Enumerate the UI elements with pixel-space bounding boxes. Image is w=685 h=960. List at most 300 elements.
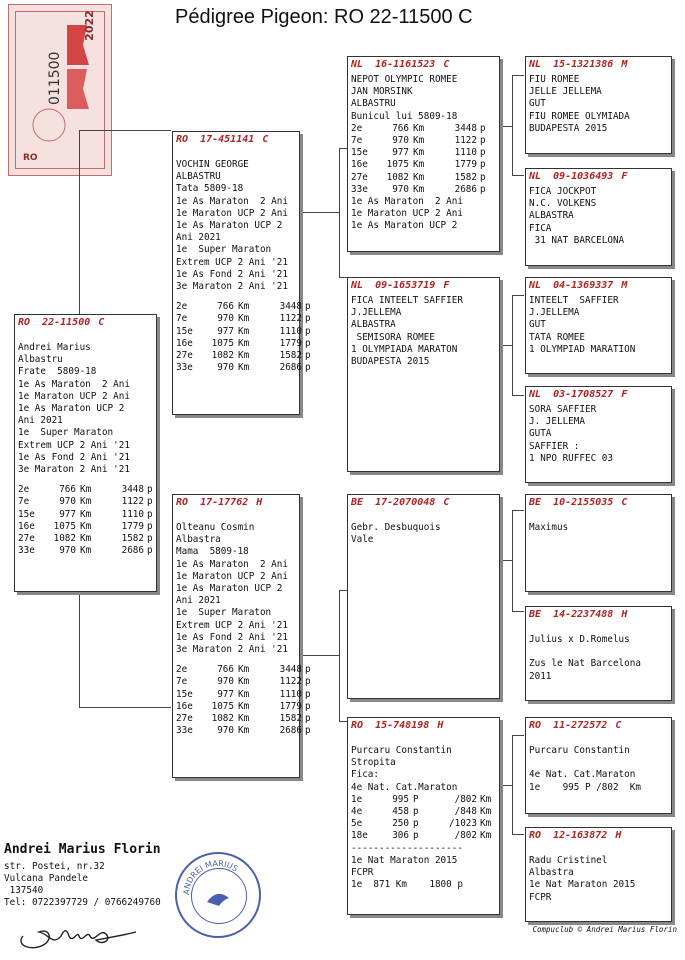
performance-cell: Km [413, 171, 425, 183]
performance-row [176, 676, 311, 688]
performance-cell: 766 [217, 301, 234, 313]
performance-cell: 1110 [121, 508, 144, 520]
performance-cell: /802 [454, 830, 477, 842]
detail-line: 1e Maraton UCP 2 Ani [176, 570, 288, 582]
sire-card [172, 131, 311, 415]
detail-line: 1e As Maraton UCP 2 [176, 220, 283, 232]
detail-line: BUDAPESTA 2015 [351, 356, 430, 368]
performance-cell: 2e [176, 664, 188, 676]
detail-line: 1e As Maraton UCP 2 [18, 403, 125, 415]
performance-cell: 16e [176, 700, 193, 712]
detail-line: FICA INTEELT SAFFIER [351, 295, 463, 306]
performance-row [351, 806, 496, 818]
performance-cell: 2e [351, 122, 363, 134]
performance-cell: 977 [217, 688, 234, 700]
performance-cell: Km [480, 793, 492, 805]
performance-cell: p [480, 183, 486, 195]
ring-number: NL 04-1369337 M [529, 280, 628, 291]
pigeon-details [529, 855, 668, 904]
performance-cell: 970 [217, 725, 234, 737]
detail-line: 1 OLYMPIAD MARATION [529, 343, 636, 355]
performance-cell: 27e [351, 171, 368, 183]
ssd-card [525, 168, 672, 266]
performance-cell: 970 [217, 362, 234, 374]
detail-line: JELLE JELLEMA [529, 86, 602, 98]
performance-cell: Km [238, 676, 250, 688]
detail-line: 3e Maraton 2 Ani '21 [18, 464, 130, 476]
detail-line: GUT [529, 319, 546, 331]
performance-row [176, 301, 311, 313]
performance-cell: /802 [454, 793, 477, 805]
performance-cell: p [480, 135, 486, 147]
performance-cell: 3448 [121, 484, 144, 496]
performance-cell: Km [413, 122, 425, 134]
performance-cell: p [305, 350, 311, 362]
performance-cell: 1779 [279, 700, 302, 712]
detail-line: Julius x D.Romelus [529, 634, 630, 645]
performance-cell: p [305, 676, 311, 688]
dam-dam-card [347, 717, 500, 915]
performance-cell: Km [480, 806, 492, 818]
pigeon-achievements [351, 196, 496, 233]
performance-cell: 766 [217, 664, 234, 676]
performance-cell: p [305, 713, 311, 725]
detail-line: SORA SAFFIER [529, 404, 597, 415]
ring-number: NL 16-1161523 C [351, 59, 450, 70]
performance-cell: 1075 [211, 700, 234, 712]
performance-row [351, 184, 496, 196]
sss-card [525, 56, 672, 154]
performance-cell: Km [80, 520, 92, 532]
performance-cell: 5e [351, 818, 363, 830]
ring-number: RO 22-11500 C [18, 317, 105, 328]
performance-cell: 995 [392, 793, 409, 805]
performance-cell: 1075 [211, 337, 234, 349]
performance-cell: Km [480, 830, 492, 842]
detail-line: Olteanu Cosmin [176, 522, 255, 533]
performance-cell: 970 [59, 496, 76, 508]
performance-cell: Km [413, 147, 425, 159]
performance-cell: p [147, 484, 153, 496]
performance-cell: 970 [217, 676, 234, 688]
detail-line: FICA [529, 222, 552, 234]
detail-line: FCPR [529, 891, 552, 903]
performance-cell: 1582 [121, 533, 144, 545]
performance-cell: 1122 [279, 313, 302, 325]
performance-cell: p [305, 313, 311, 325]
detail-line: 1e As Fond 2 Ani '21 [176, 268, 288, 280]
detail-line: 1e As Maraton 2 Ani [18, 378, 130, 390]
ring-number: BE 17-2070048 C [351, 497, 450, 508]
performance-row [351, 123, 496, 135]
performance-table [176, 664, 311, 737]
ring-number: RO 17-17762 H [176, 497, 263, 508]
performance-cell: Km [238, 713, 250, 725]
performance-cell: 2e [18, 484, 30, 496]
detail-line: Extrem UCP 2 Ani '21 [176, 619, 288, 631]
performance-cell: Km [238, 313, 250, 325]
performance-row [18, 496, 153, 508]
performance-cell: Km [238, 664, 250, 676]
performance-cell: 1779 [279, 337, 302, 349]
detail-line: Albastru [18, 354, 63, 366]
performance-cell: Km [80, 508, 92, 520]
performance-cell: 2e [176, 301, 188, 313]
performance-cell: 2686 [279, 362, 302, 374]
detail-line: Mama 5809-18 [176, 546, 249, 558]
performance-cell: Km [238, 325, 250, 337]
performance-cell: p [480, 159, 486, 171]
detail-line: Tel: 0722397729 / 0766249760 [4, 897, 161, 908]
detail-line: VOCHIN GEORGE [176, 159, 249, 170]
performance-table [351, 123, 496, 196]
detail-line: Stropita [351, 757, 396, 769]
performance-cell: 1082 [211, 713, 234, 725]
performance-row [176, 725, 311, 737]
performance-cell: Km [238, 337, 250, 349]
detail-line: Gebr. Desbuquois [351, 522, 441, 533]
performance-row [176, 337, 311, 350]
performance-cell: 16e [176, 337, 193, 349]
performance-cell: p [305, 362, 311, 374]
performance-cell: 458 [392, 806, 409, 818]
performance-cell: 1122 [121, 496, 144, 508]
performance-cell: Km [80, 545, 92, 557]
detail-line [529, 646, 668, 658]
detail-line: Extrem UCP 2 Ani '21 [18, 439, 130, 451]
pigeon-achievements [351, 843, 496, 892]
performance-cell: /848 [454, 806, 477, 818]
performance-row [351, 147, 496, 159]
performance-row [18, 521, 153, 533]
performance-cell: Km [238, 301, 250, 313]
performance-cell: Km [413, 183, 425, 195]
pigeon-details [529, 745, 668, 794]
certificate-country: RO [23, 153, 38, 163]
performance-cell: 1075 [53, 520, 76, 532]
performance-cell: Km [80, 484, 92, 496]
detail-line: Albastra [176, 534, 221, 546]
performance-row [18, 533, 153, 545]
sire-sire-card [347, 56, 500, 252]
performance-cell: p [305, 688, 311, 700]
detail-line: Ani 2021 [18, 415, 63, 427]
detail-line: 3e Maraton 2 Ani '21 [176, 281, 288, 293]
detail-line: Vale [351, 534, 374, 546]
performance-cell: p [305, 700, 311, 712]
performance-cell: 977 [217, 325, 234, 337]
detail-line: 1e Maraton UCP 2 Ani [351, 208, 463, 220]
dds-card [525, 717, 672, 814]
ring-number: NL 09-1653719 F [351, 280, 450, 291]
performance-cell: p [305, 325, 311, 337]
performance-cell: Km [238, 725, 250, 737]
performance-cell: 766 [59, 484, 76, 496]
owner-address [4, 861, 161, 909]
performance-row [351, 135, 496, 147]
ring-number: BE 10-2155035 C [529, 497, 628, 508]
detail-line: SEMISORA ROMEE [351, 331, 435, 343]
detail-line: ALBASTRU [176, 171, 221, 183]
pigeon-details [351, 745, 496, 794]
ring-number: NL 03-1708527 F [529, 389, 628, 400]
detail-line: 4e Nat. Cat.Maraton [529, 769, 636, 781]
detail-line: NEPOT OLYMPIC ROMEE [351, 74, 458, 85]
performance-cell: Km [413, 159, 425, 171]
ring-number: NL 09-1036493 F [529, 171, 628, 182]
detail-line: TATA ROMEE [529, 331, 585, 343]
performance-cell: 1582 [279, 713, 302, 725]
performance-row [176, 664, 311, 676]
ring-number: BE 14-2237488 H [529, 609, 628, 620]
performance-cell: p [305, 337, 311, 349]
detail-line: 3e Maraton 2 Ani '21 [176, 644, 288, 656]
performance-cell: 16e [351, 159, 368, 171]
performance-cell: 33e [351, 183, 368, 195]
performance-cell: 18e [351, 830, 368, 842]
performance-cell: p [147, 508, 153, 520]
performance-row [18, 545, 153, 557]
performance-cell: 1122 [454, 135, 477, 147]
performance-cell: 2686 [121, 545, 144, 557]
detail-line: N.C. VOLKENS [529, 198, 597, 210]
detail-line: FICA JOCKPOT [529, 186, 597, 197]
dam-card [172, 494, 311, 778]
detail-line: INTEELT SAFFIER [529, 295, 619, 306]
detail-line: Purcaru Constantin [529, 745, 630, 756]
owner-seal-stamp [175, 852, 261, 938]
performance-cell: 1075 [386, 159, 409, 171]
page-title: Pédigree Pigeon: RO 22-11500 C [175, 6, 473, 28]
detail-line: Andrei Marius [18, 342, 91, 353]
performance-cell: 7e [176, 313, 188, 325]
performance-cell: Km [80, 496, 92, 508]
certificate-stamp [8, 4, 112, 176]
performance-cell: 16e [18, 520, 35, 532]
detail-line: JAN MORSINK [351, 86, 413, 98]
performance-cell: 1110 [279, 325, 302, 337]
performance-table [176, 301, 311, 374]
detail-line: J. JELLEMA [529, 416, 585, 428]
performance-cell: Km [238, 350, 250, 362]
performance-row [176, 713, 311, 725]
detail-line: ALBASTRA [351, 319, 396, 331]
detail-line: Bunicul lui 5809-18 [351, 110, 458, 122]
pigeon-details [18, 342, 153, 476]
detail-line: 1e As Fond 2 Ani '21 [18, 451, 130, 463]
owner-name: Andrei Marius Florin [4, 842, 161, 857]
performance-cell: 7e [176, 676, 188, 688]
detail-line: 137540 [4, 885, 44, 896]
performance-cell: 7e [351, 135, 363, 147]
performance-cell: Km [238, 362, 250, 374]
detail-line: FIU ROMEE OLYMIADA [529, 110, 630, 122]
detail-line: 1e As Fond 2 Ani '21 [176, 631, 288, 643]
detail-line: Fica: [351, 769, 379, 781]
sds-card [525, 277, 672, 374]
ring-number: NL 15-1321386 M [529, 59, 628, 70]
ring-number: RO 15-748198 H [351, 720, 444, 731]
performance-cell: p [480, 147, 486, 159]
performance-table [18, 484, 153, 557]
performance-cell: 970 [59, 545, 76, 557]
performance-cell: /1023 [449, 818, 477, 830]
performance-row [351, 794, 496, 806]
certificate-year: 2022 [83, 10, 97, 41]
pigeon-details [176, 159, 296, 293]
performance-cell: p [147, 545, 153, 557]
dss-card [525, 494, 672, 592]
detail-line: 1e Super Maraton [176, 244, 272, 256]
performance-row [176, 362, 311, 374]
detail-line: Zus le Nat Barcelona [529, 658, 641, 670]
performance-cell: 15e [18, 508, 35, 520]
detail-line: 1e As Maraton 2 Ani [176, 195, 288, 207]
pigeon-details [176, 522, 296, 656]
performance-cell: 977 [59, 508, 76, 520]
performance-cell: p [305, 725, 311, 737]
performance-row [176, 350, 311, 362]
ddd-card [525, 827, 672, 922]
performance-cell: p [480, 122, 486, 134]
detail-line: str. Postei, nr.32 [4, 861, 105, 872]
performance-cell: 27e [176, 713, 193, 725]
detail-line: GUT [529, 98, 546, 110]
performance-cell: 1122 [279, 676, 302, 688]
signature [15, 908, 165, 954]
detail-line: ALBASTRA [529, 210, 574, 222]
detail-line: 4e Nat. Cat.Maraton [351, 781, 458, 793]
subject-card [14, 314, 157, 592]
performance-table [351, 794, 496, 843]
detail-line: Ani 2021 [176, 595, 221, 607]
detail-line: FCPR [351, 867, 374, 879]
detail-line: 31 NAT BARCELONA [529, 234, 625, 246]
performance-cell: 1082 [53, 533, 76, 545]
pigeon-details [351, 522, 496, 546]
performance-cell: 2686 [279, 725, 302, 737]
detail-line: Ani 2021 [176, 232, 221, 244]
performance-cell: p [305, 301, 311, 313]
detail-line: 1e Maraton UCP 2 Ani [176, 207, 288, 219]
footer-credit: Compuclub © Andrei Marius Florin [532, 925, 677, 934]
performance-cell: Km [80, 533, 92, 545]
performance-row [18, 509, 153, 521]
performance-cell: 15e [351, 147, 368, 159]
performance-cell: 3448 [279, 301, 302, 313]
performance-cell: 3448 [279, 664, 302, 676]
pigeon-details [529, 522, 668, 534]
performance-cell: 766 [392, 122, 409, 134]
performance-cell: p [147, 496, 153, 508]
detail-line: Albastra [529, 867, 574, 879]
performance-row [176, 313, 311, 325]
detail-line: 1e Super Maraton [176, 607, 272, 619]
performance-cell: 27e [18, 533, 35, 545]
performance-cell: 970 [217, 313, 234, 325]
detail-line: 1e Super Maraton [18, 427, 114, 439]
detail-line: 1e Maraton UCP 2 Ani [18, 390, 130, 402]
performance-cell: p [305, 664, 311, 676]
detail-line: Vulcana Pandele [4, 873, 88, 884]
performance-cell: 1110 [279, 688, 302, 700]
svg-text:ANDREI MARIUS: ANDREI MARIUS [181, 858, 240, 896]
detail-line: 1 OLYMPIADA MARATON [351, 343, 458, 355]
detail-line: 1e Nat Maraton 2015 [529, 879, 636, 891]
ring-number: RO 11-272572 C [529, 720, 622, 731]
performance-cell: p [147, 520, 153, 532]
pigeon-details [529, 74, 668, 135]
detail-line: 1 NPO RUFFEC 03 [529, 452, 613, 464]
detail-line: 1e As Maraton UCP 2 [176, 583, 283, 595]
performance-cell: 1582 [454, 171, 477, 183]
performance-cell: 33e [18, 545, 35, 557]
performance-row [176, 688, 311, 701]
performance-cell: 3448 [454, 122, 477, 134]
detail-line: 1e Nat Maraton 2015 [351, 854, 458, 866]
performance-row [351, 172, 496, 184]
detail-line: 1e As Maraton 2 Ani [176, 558, 288, 570]
ring-number: RO 17-451141 C [176, 134, 269, 145]
detail-line: Purcaru Constantin [351, 745, 452, 756]
performance-cell: 977 [392, 147, 409, 159]
detail-line [529, 757, 668, 769]
detail-line: Tata 5809-18 [176, 183, 244, 195]
pigeon-details [351, 74, 496, 123]
pigeon-details [529, 404, 668, 465]
detail-line: 1e 995 P /802 Km [529, 781, 641, 793]
detail-line: ALBASTRU [351, 98, 396, 110]
performance-row [351, 830, 496, 842]
sire-dam-card [347, 277, 500, 472]
performance-cell: Km [413, 135, 425, 147]
performance-cell: 1082 [211, 350, 234, 362]
performance-cell: 1110 [454, 147, 477, 159]
performance-cell: p [413, 818, 419, 830]
detail-line: 1e As Maraton UCP 2 [351, 220, 458, 232]
performance-cell: p [413, 830, 419, 842]
performance-cell: 1779 [454, 159, 477, 171]
performance-cell: 7e [18, 496, 30, 508]
performance-cell: Km [238, 688, 250, 700]
performance-cell: 970 [392, 183, 409, 195]
pigeon-details [529, 186, 668, 247]
performance-cell: 1e [351, 793, 363, 805]
detail-line: BUDAPESTA 2015 [529, 122, 608, 134]
performance-cell: Km [238, 700, 250, 712]
detail-line: Extrem UCP 2 Ani '21 [176, 256, 288, 268]
performance-cell: 970 [392, 135, 409, 147]
owner-block [4, 842, 161, 909]
performance-cell: p [147, 533, 153, 545]
ring-number: RO 12-163872 H [529, 830, 622, 841]
performance-cell: 33e [176, 362, 193, 374]
performance-cell: 4e [351, 806, 363, 818]
performance-cell: p [480, 171, 486, 183]
performance-row [18, 484, 153, 496]
performance-row [176, 700, 311, 713]
pigeon-details [529, 634, 668, 683]
detail-line: GUTA [529, 428, 552, 440]
detail-line: FIU ROMEE [529, 74, 580, 85]
detail-line: Radu Cristinel [529, 855, 608, 866]
performance-cell: 15e [176, 325, 193, 337]
performance-cell: 306 [392, 830, 409, 842]
dam-sire-card [347, 494, 500, 699]
detail-line: J.JELLEMA [351, 307, 402, 319]
performance-cell: p [413, 806, 419, 818]
performance-cell: P [413, 793, 419, 805]
